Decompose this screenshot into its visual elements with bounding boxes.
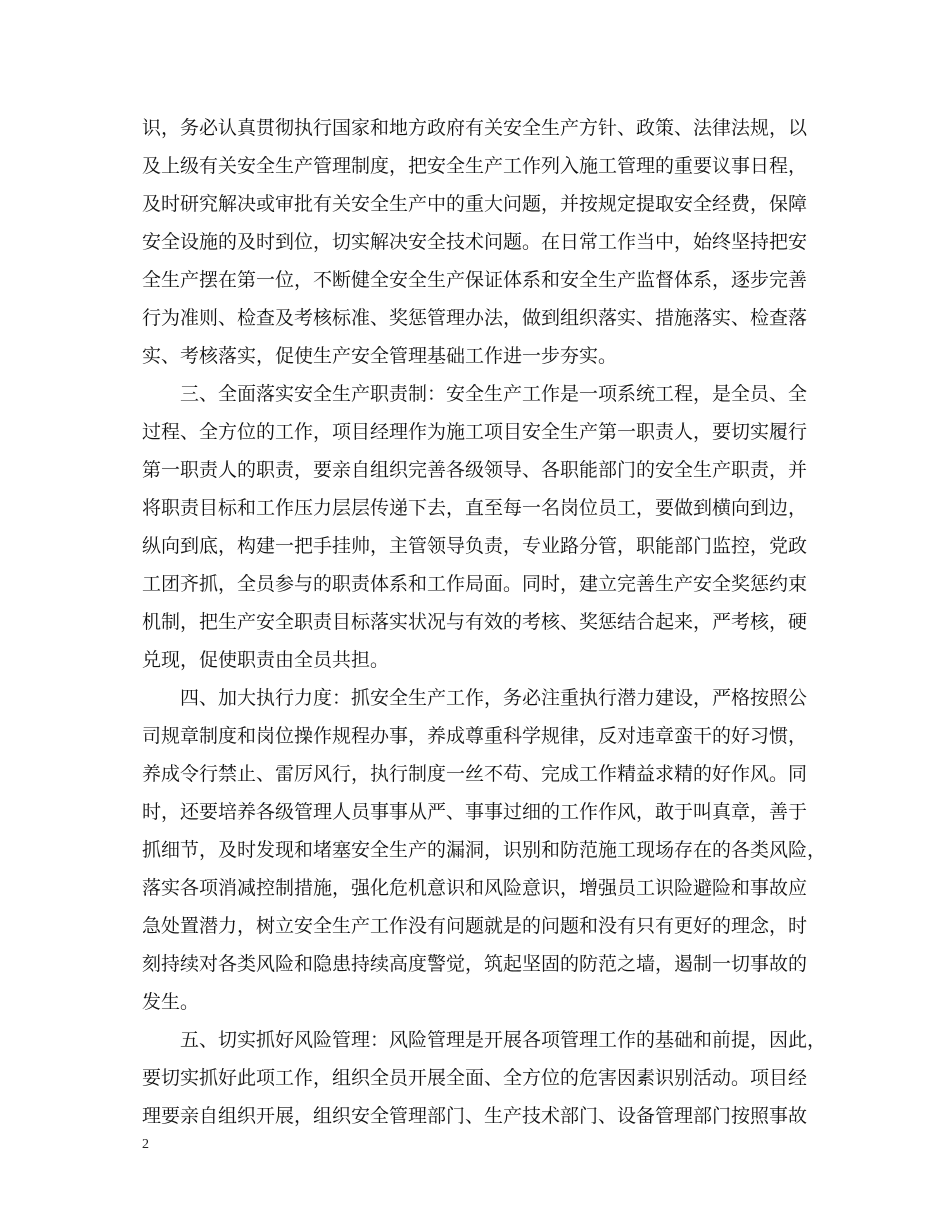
text-line: 全生产摆在第一位，不断健全安全生产保证体系和安全生产监督体系，逐步完善 <box>142 269 808 291</box>
paragraph-first-line: 三、全面落实安全生产职责制：安全生产工作是一项系统工程，是全员、全 <box>180 383 808 405</box>
text-line: 兑现，促使职责由全员共担。 <box>142 649 390 671</box>
text-line: 时，还要培养各级管理人员事事从严、事事过细的工作作风，敢于叫真章，善于 <box>142 801 808 823</box>
text-line: 将职责目标和工作压力层层传递下去，直至每一名岗位员工，要做到横向到边， <box>142 497 808 519</box>
text-line: 急处置潜力，树立安全生产工作没有问题就是的问题和没有只有更好的理念，时 <box>142 915 808 937</box>
paragraph-first-line: 四、加大执行力度：抓安全生产工作，务必注重执行潜力建设，严格按照公 <box>180 687 808 709</box>
text-line: 要切实抓好此项工作，组织全员开展全面、全方位的危害因素识别活动。项目经 <box>142 1067 808 1089</box>
text-line: 刻持续对各类风险和隐患持续高度警觉，筑起坚固的防范之墙，遏制一切事故的 <box>142 953 808 975</box>
text-line: 工团齐抓，全员参与的职责体系和工作局面。同时，建立完善生产安全奖惩约束 <box>142 573 808 595</box>
page-number: 2 <box>142 1137 149 1152</box>
text-line: 及时研究解决或审批有关安全生产中的重大问题，并按规定提取安全经费，保障 <box>142 193 808 215</box>
text-line: 过程、全方位的工作，项目经理作为施工项目安全生产第一职责人，要切实履行 <box>142 421 808 443</box>
text-line: 安全设施的及时到位，切实解决安全技术问题。在日常工作当中，始终坚持把安 <box>142 231 808 253</box>
text-line: 抓细节，及时发现和堵塞安全生产的漏洞，识别和防范施工现场存在的各类风险， <box>142 839 827 861</box>
text-line: 司规章制度和岗位操作规程办事，养成尊重科学规律，反对违章蛮干的好习惯， <box>142 725 808 747</box>
paragraph-first-line: 五、切实抓好风险管理：风险管理是开展各项管理工作的基础和前提，因此， <box>180 1029 827 1051</box>
text-line: 识，务必认真贯彻执行国家和地方政府有关安全生产方针、政策、法律法规，以 <box>142 117 808 139</box>
text-line: 纵向到底，构建一把手挂帅，主管领导负责，专业路分管，职能部门监控，党政 <box>142 535 808 557</box>
text-line: 第一职责人的职责，要亲自组织完善各级领导、各职能部门的安全生产职责，并 <box>142 459 808 481</box>
text-line: 实、考核落实，促使生产安全管理基础工作进一步夯实。 <box>142 345 618 367</box>
text-line: 养成令行禁止、雷厉风行，执行制度一丝不苟、完成工作精益求精的好作风。同 <box>142 763 808 785</box>
text-line: 及上级有关安全生产管理制度，把安全生产工作列入施工管理的重要议事日程， <box>142 155 808 177</box>
text-line: 机制，把生产安全职责目标落实状况与有效的考核、奖惩结合起来，严考核，硬 <box>142 611 808 633</box>
text-line: 行为准则、检查及考核标准、奖惩管理办法，做到组织落实、措施落实、检查落 <box>142 307 808 329</box>
text-line: 理要亲自组织开展，组织安全管理部门、生产技术部门、设备管理部门按照事故 <box>142 1105 808 1127</box>
text-line: 发生。 <box>142 991 200 1013</box>
text-line: 落实各项消减控制措施，强化危机意识和风险意识，增强员工识险避险和事故应 <box>142 877 808 899</box>
